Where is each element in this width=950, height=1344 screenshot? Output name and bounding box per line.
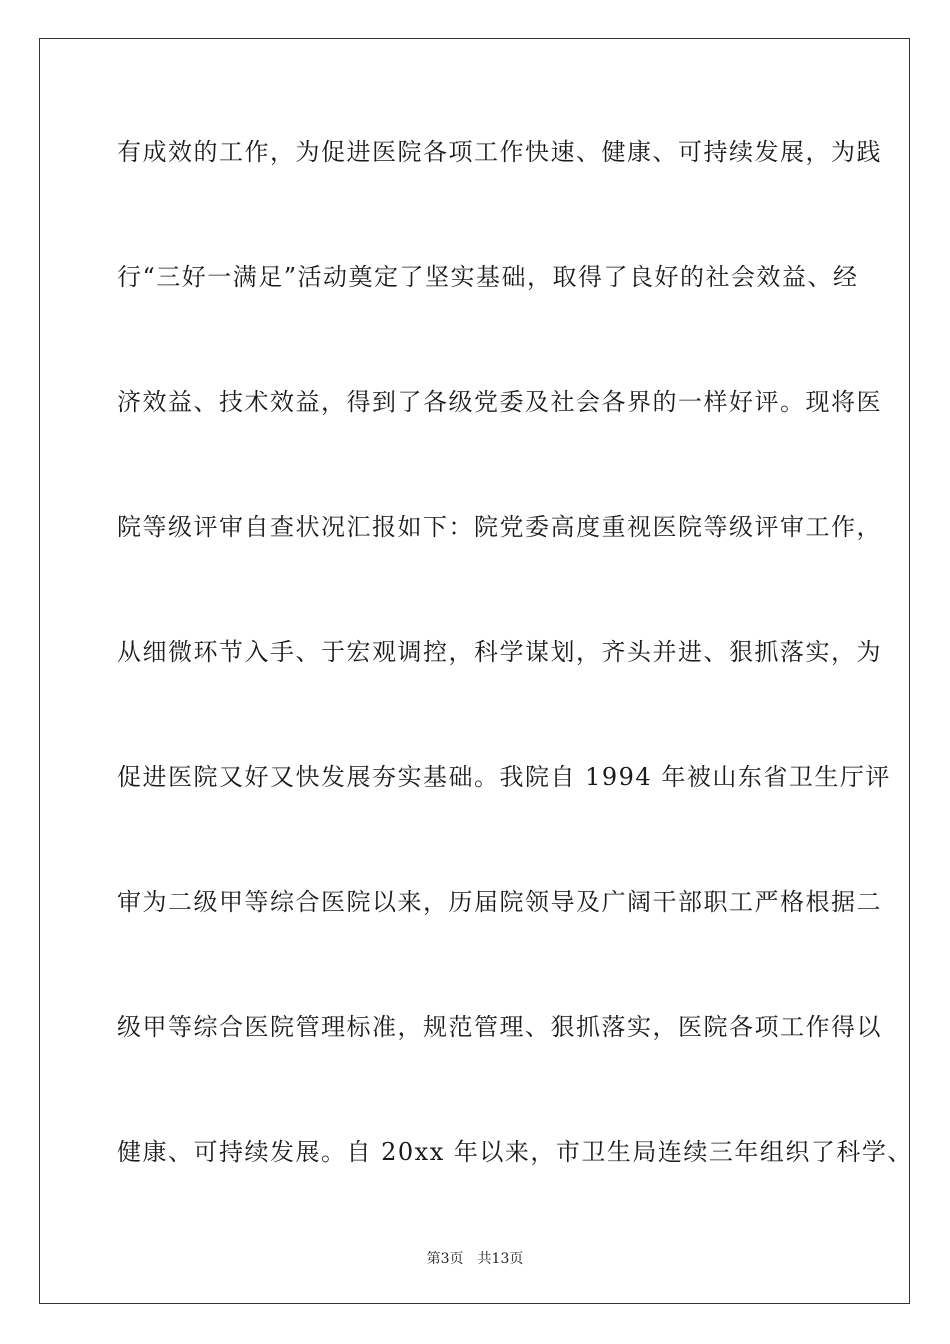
text-line-4: 院等级评审自查状况汇报如下：院党委高度重视医院等级评审工作， <box>117 513 882 541</box>
text-line-6: 促进医院又好又快发展夯实基础。我院自 1994 年被山东省卫生厅评 <box>117 763 891 791</box>
page-footer <box>0 1248 950 1268</box>
page-number: 第3页 <box>426 1251 464 1267</box>
text-line-5: 从细微环节入手、于宏观调控，科学谋划，齐头并进、狠抓落实，为 <box>117 638 882 666</box>
text-line-7: 审为二级甲等综合医院以来，历届院领导及广阔干部职工严格根据二 <box>117 888 882 916</box>
document-body <box>117 128 913 1253</box>
text-line-8: 级甲等综合医院管理标准，规范管理、狠抓落实，医院各项工作得以 <box>117 1013 882 1041</box>
text-line-2: 行“三好一满足”活动奠定了坚实基础，取得了良好的社会效益、经 <box>117 263 859 291</box>
page-total: 共13页 <box>477 1251 524 1267</box>
text-line-1: 有成效的工作，为促进医院各项工作快速、健康、可持续发展，为践 <box>117 138 882 166</box>
text-line-3: 济效益、技术效益，得到了各级党委及社会各界的一样好评。现将医 <box>117 388 882 416</box>
text-line-9: 健康、可持续发展。自 20xx 年以来，市卫生局连续三年组织了科学、 <box>117 1138 913 1166</box>
